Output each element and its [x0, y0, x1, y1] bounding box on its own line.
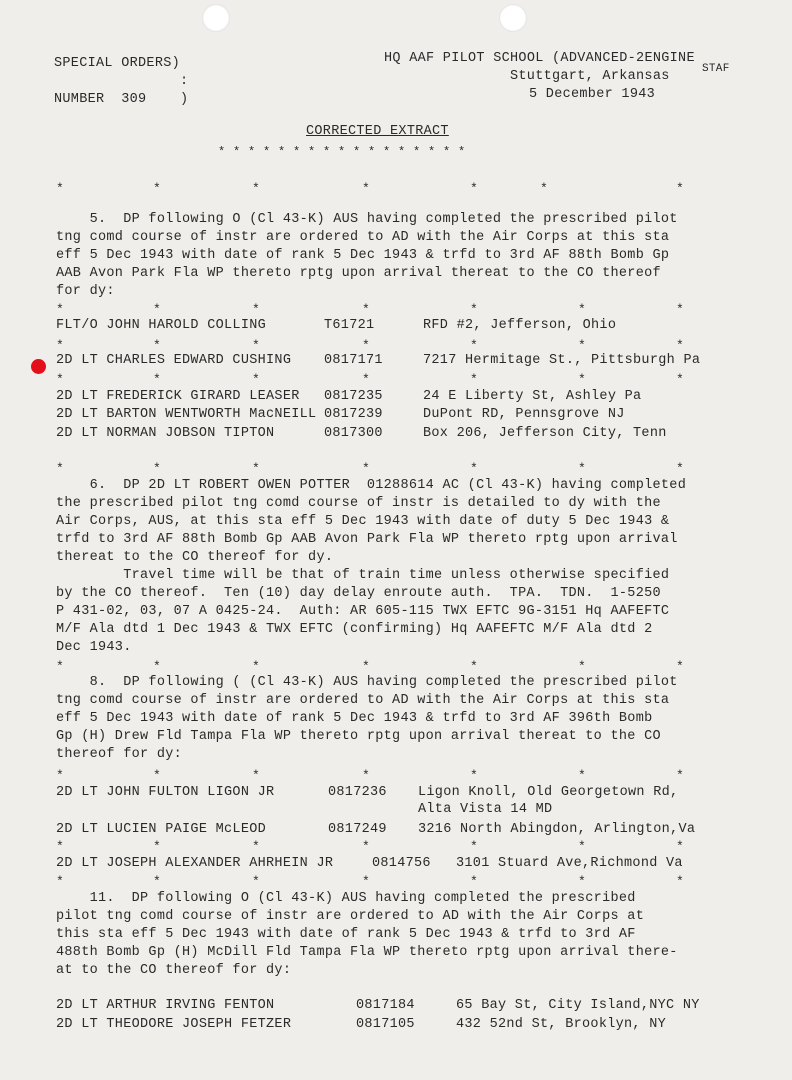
star-separator: * * * * * * * [56, 181, 684, 196]
issuing-hq-suffix: STAF [702, 63, 730, 75]
paragraph-line: M/F Ala dtd 1 Dec 1943 & TWX EFTC (confirming) Hq AAFEFTC M/F Ala dtd 2 [56, 622, 653, 637]
punch-hole [202, 4, 230, 32]
issuing-location: Stuttgart, Arkansas [510, 69, 670, 84]
officer-serial: 0817236 [328, 785, 387, 800]
officer-name: 2D LT ARTHUR IRVING FENTON [56, 998, 275, 1013]
paragraph-line: 6. DP 2D LT ROBERT OWEN POTTER 01288614 AC (Cl 43-K) having completed [56, 478, 687, 493]
title-star-rule: * * * * * * * * * * * * * * * * * [218, 145, 466, 159]
paragraph-line: eff 5 Dec 1943 with date of rank 5 Dec 1943 & trfd to 3rd AF 88th Bomb Gp [56, 248, 670, 263]
officer-serial: 0817105 [356, 1017, 415, 1032]
paragraph-line: the prescribed pilot tng comd course of instr is detailed to dy with the [56, 496, 661, 511]
officer-name: 2D LT THEODORE JOSEPH FETZER [56, 1017, 292, 1032]
officer-name: 2D LT FREDERICK GIRARD LEASER [56, 389, 300, 404]
star-separator: * * * * * * * [56, 659, 684, 674]
officer-name: 2D LT JOHN FULTON LIGON JR [56, 785, 275, 800]
issuing-hq: HQ AAF PILOT SCHOOL (ADVANCED-2ENGINE [384, 51, 695, 66]
officer-serial: 0817239 [324, 407, 383, 422]
officer-serial: 0817235 [324, 389, 383, 404]
document-title: CORRECTED EXTRACT [306, 124, 449, 139]
paragraph-line: 11. DP following O (Cl 43-K) AUS having completed the prescribed [56, 891, 636, 906]
paragraph-line: 488th Bomb Gp (H) McDill Fld Tampa Fla WP thereto rptg upon arrival there- [56, 945, 678, 960]
paragraph-line: Dec 1943. [56, 640, 132, 655]
officer-name: 2D LT BARTON WENTWORTH MacNEILL [56, 407, 317, 422]
paragraph-line: tng comd course of instr are ordered to AD with the Air Corps at this sta [56, 230, 670, 245]
officer-address: Ligon Knoll, Old Georgetown Rd, [418, 785, 679, 800]
paragraph-line: thereat to the CO thereof for dy. [56, 550, 334, 565]
paragraph-line: Air Corps, AUS, at this sta eff 5 Dec 1943 with date of duty 5 Dec 1943 & [56, 514, 670, 529]
paragraph-line: 5. DP following O (Cl 43-K) AUS having completed the prescribed pilot [56, 212, 678, 227]
special-orders-label: SPECIAL ORDERS) [54, 56, 181, 71]
officer-address: 7217 Hermitage St., Pittsburgh Pa [423, 353, 701, 368]
officer-address: DuPont RD, Pennsgrove NJ [423, 407, 625, 422]
star-separator: * * * * * * * [56, 768, 684, 783]
officer-address: 3101 Stuard Ave,Richmond Va [456, 856, 683, 871]
officer-address: 3216 North Abingdon, Arlington,Va [418, 822, 696, 837]
officer-serial: 0814756 [372, 856, 431, 871]
paragraph-line: AAB Avon Park Fla WP thereto rptg upon arrival thereat to the CO thereof [56, 266, 661, 281]
star-separator: * * * * * * * [56, 839, 684, 854]
punch-hole [499, 4, 527, 32]
officer-address: 24 E Liberty St, Ashley Pa [423, 389, 642, 404]
paragraph-line: by the CO thereof. Ten (10) day delay enroute auth. TPA. TDN. 1-5250 [56, 586, 661, 601]
paragraph-line: Gp (H) Drew Fld Tampa Fla WP thereto rptg upon arrival thereat to the CO [56, 729, 661, 744]
officer-address: RFD #2, Jefferson, Ohio [423, 318, 617, 333]
officer-name: 2D LT JOSEPH ALEXANDER AHRHEIN JR [56, 856, 334, 871]
paragraph-line: thereof for dy: [56, 747, 183, 762]
paragraph-line: this sta eff 5 Dec 1943 with date of rank 5 Dec 1943 & trfd to 3rd AF [56, 927, 636, 942]
officer-serial: 0817300 [324, 426, 383, 441]
star-separator: * * * * * * * [56, 461, 684, 476]
paragraph-line: eff 5 Dec 1943 with date of rank 5 Dec 1943 & trfd to 3rd AF 396th Bomb [56, 711, 653, 726]
star-separator: * * * * * * * [56, 302, 684, 317]
paragraph-line: trfd to 3rd AF 88th Bomb Gp AAB Avon Park Fla WP thereto rptg upon arrival [56, 532, 678, 547]
officer-address: Box 206, Jefferson City, Tenn [423, 426, 667, 441]
paragraph-line: 8. DP following ( (Cl 43-K) AUS having completed the prescribed pilot [56, 675, 678, 690]
officer-address: 65 Bay St, City Island,NYC NY [456, 998, 700, 1013]
star-separator: * * * * * * * [56, 338, 684, 353]
officer-serial: 0817171 [324, 353, 383, 368]
paragraph-line: P 431-02, 03, 07 A 0425-24. Auth: AR 605-115 TWX EFTC 9G-3151 Hq AAFEFTC [56, 604, 670, 619]
officer-address: 432 52nd St, Brooklyn, NY [456, 1017, 667, 1032]
order-number: NUMBER 309 ) [54, 92, 189, 107]
star-separator: * * * * * * * [56, 372, 684, 387]
officer-serial: 0817184 [356, 998, 415, 1013]
officer-name: 2D LT CHARLES EDWARD CUSHING [56, 353, 292, 368]
officer-serial: 0817249 [328, 822, 387, 837]
officer-name: 2D LT NORMAN JOBSON TIPTON [56, 426, 275, 441]
star-separator: * * * * * * * [56, 874, 684, 889]
officer-address-line2: Alta Vista 14 MD [418, 802, 553, 817]
header-colon: : [180, 74, 189, 89]
issue-date: 5 December 1943 [529, 87, 656, 102]
officer-name: 2D LT LUCIEN PAIGE McLEOD [56, 822, 267, 837]
paragraph-line: for dy: [56, 284, 115, 299]
officer-name: FLT/O JOHN HAROLD COLLING [56, 318, 267, 333]
officer-serial: T61721 [324, 318, 375, 333]
paragraph-line: pilot tng comd course of instr are ordered to AD with the Air Corps at [56, 909, 645, 924]
paragraph-line: at to the CO thereof for dy: [56, 963, 292, 978]
paragraph-line: Travel time will be that of train time unless otherwise specified [56, 568, 670, 583]
paragraph-line: tng comd course of instr are ordered to AD with the Air Corps at this sta [56, 693, 670, 708]
